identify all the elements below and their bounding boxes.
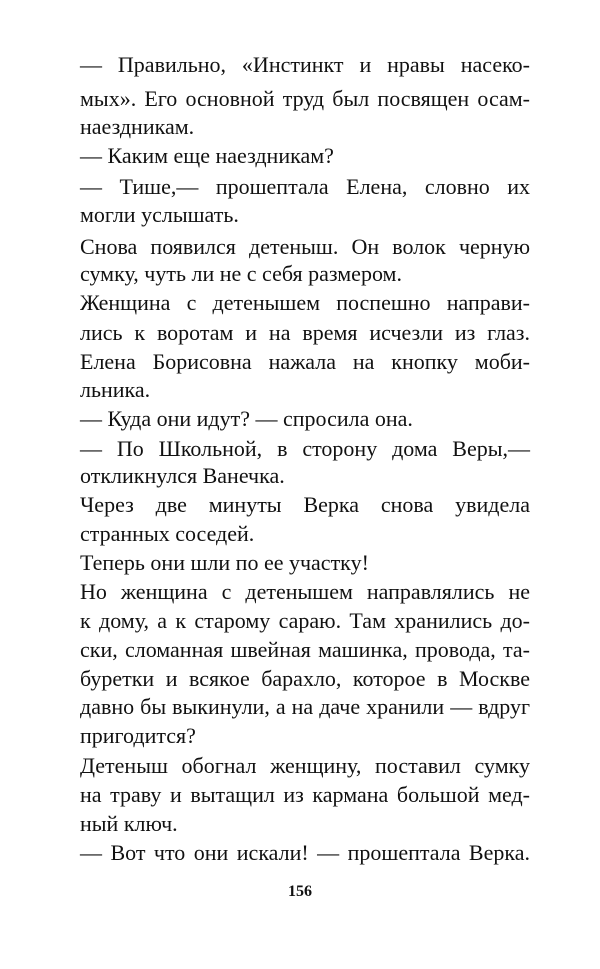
text-line: — Тише,— прошептала Елена, словно их (80, 174, 530, 199)
text-line: Детеныш обогнал женщину, поставил сумку (80, 753, 530, 778)
text-line: Но женщина с детенышем направлялись не (80, 579, 530, 604)
text-line: — Каким еще наездникам? (80, 143, 334, 168)
page-number: 156 (288, 883, 312, 900)
text-line: могли услышать. (80, 202, 239, 227)
text-line: льника. (80, 377, 151, 402)
text-line: к дому, а к старому сараю. Там хранились до- (80, 608, 530, 633)
text-line: лись к воротам и на время исчезли из глаз. (80, 320, 530, 345)
text-line: сумку, чуть ли не с себя размером. (80, 261, 402, 286)
text-line: откликнулся Ванечка. (80, 463, 285, 488)
text-line: странных соседей. (80, 521, 255, 546)
text-line: ски, сломанная швейная машинка, провода, та- (80, 637, 530, 662)
text-line: пригодится? (80, 723, 196, 748)
text-line: — Куда они идут? — спросила она. (80, 406, 413, 431)
text-line: давно бы выкинули, а на даче хранили — вдруг (80, 694, 530, 719)
text-line: Снова появился детеныш. Он волок черную (80, 234, 530, 259)
text-line: Теперь они шли по ее участку! (80, 550, 369, 575)
text-line: Елена Борисовна нажала на кнопку моби- (80, 349, 530, 374)
text-line: — Правильно, «Инстинкт и нравы насеко- (80, 52, 530, 77)
text-line: наездникам. (80, 114, 195, 139)
text-line: Женщина с детенышем поспешно направи- (80, 290, 530, 315)
text-line: мых». Его основной труд был посвящен осам- (80, 86, 530, 111)
text-line: на траву и вытащил из кармана большой мед- (80, 782, 530, 807)
text-line: — Вот что они искали! — прошептала Верка. (80, 840, 530, 865)
text-line: Через две минуты Верка снова увидела (80, 492, 530, 517)
text-line: — По Школьной, в сторону дома Веры,— (80, 436, 530, 461)
text-line: буретки и всякое барахло, которое в Москве (80, 666, 530, 691)
text-line: ный ключ. (80, 811, 178, 836)
